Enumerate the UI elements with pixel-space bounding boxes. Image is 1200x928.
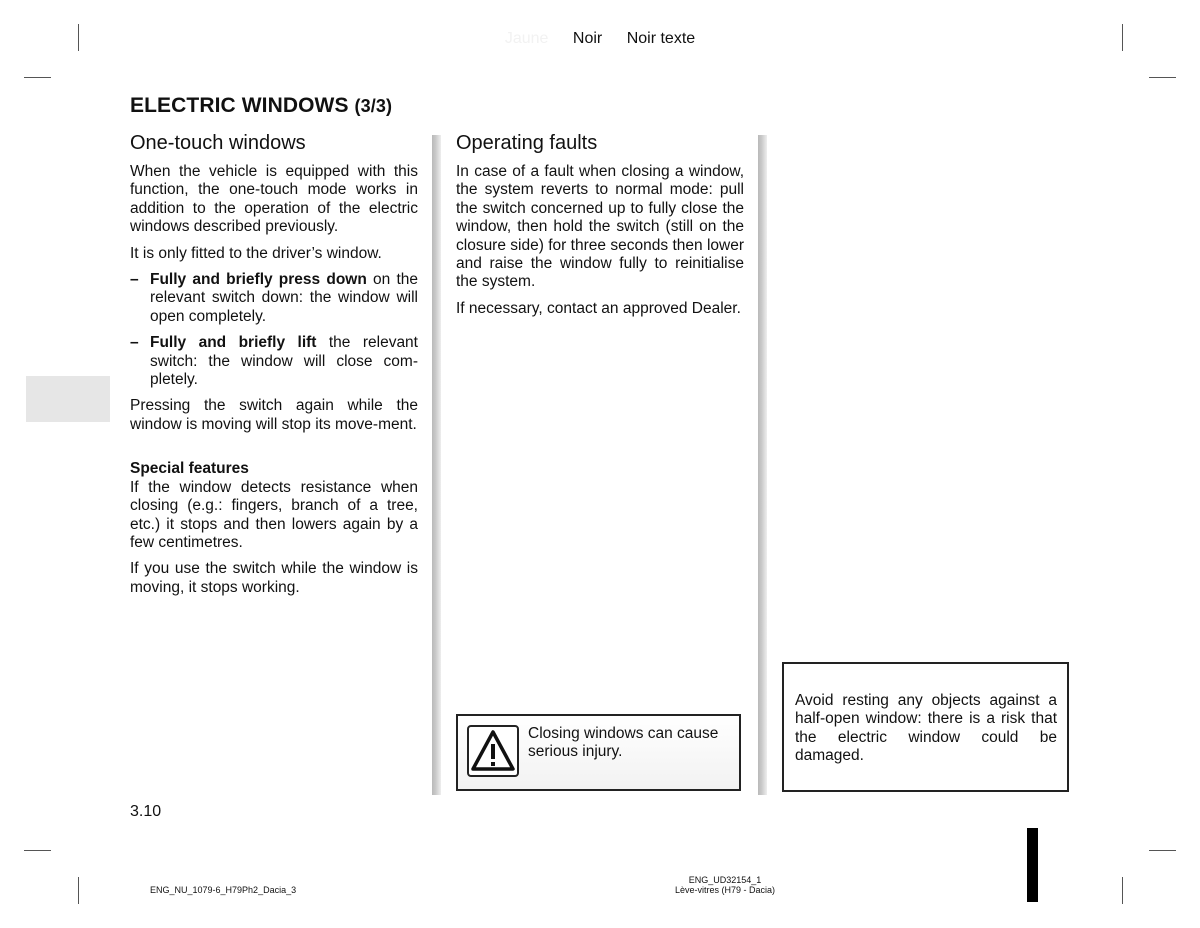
crop-mark <box>1122 877 1123 904</box>
list-item <box>130 334 418 389</box>
color-label-jaune: Jaune <box>504 30 549 47</box>
list-item-bold: Fully and briefly lift <box>150 334 317 352</box>
section-code-line2: Lève-vitres (H79 - Dacia) <box>674 885 776 895</box>
list-item-text <box>150 271 418 326</box>
middle-column <box>456 131 744 326</box>
crop-mark <box>1149 850 1176 851</box>
page-title <box>130 94 392 118</box>
section-heading-operating-faults: Operating faults <box>456 132 598 154</box>
crop-mark <box>24 850 51 851</box>
section-code-line1: ENG_UD32154_1 <box>688 875 762 885</box>
section-code <box>600 875 850 895</box>
paragraph: If you use the switch while the window is moving, it stops working. <box>130 560 418 596</box>
list-item-rest: the relevant switch: the window will close com-pletely. <box>150 334 418 389</box>
column-divider <box>432 135 441 795</box>
color-label-noir-texte: Noir texte <box>626 30 696 47</box>
left-column <box>130 131 418 605</box>
paragraph: If the window detects resistance when closing (e.g.: fingers, branch of a tree, etc.) it stops and then lowers again by a few centimetres. <box>130 478 418 551</box>
list-item <box>130 271 418 326</box>
paragraph: In case of a fault when closing a window, the system reverts to normal mode: pull the switch concerned up to fully close the window, then hold the switch (still on the closure side) for three seconds then lower and raise the window fully to reinitialise the system. <box>456 163 744 291</box>
warning-triangle-icon <box>467 725 519 777</box>
subheading-special-features: Special features <box>130 460 249 478</box>
warning-text: Closing windows can cause serious injury. <box>528 725 719 761</box>
thumb-index-bar <box>1027 828 1038 902</box>
paragraph: Pressing the switch again while the window is moving will stop its move-ment. <box>130 397 418 433</box>
list-dash: – <box>130 334 139 352</box>
crop-mark <box>24 77 51 78</box>
chapter-tab <box>26 376 110 422</box>
print-color-labels <box>0 30 1200 48</box>
color-label-noir: Noir <box>572 30 603 47</box>
note-text: Avoid resting any objects against a half-open window: there is a risk that the electric window could be damaged. <box>795 692 1057 765</box>
crop-mark <box>78 877 79 904</box>
crop-mark <box>1149 77 1176 78</box>
column-divider <box>758 135 767 795</box>
list-item-rest: on the relevant switch down: the window will open completely. <box>150 271 418 325</box>
list-item-bold: Fully and briefly press down <box>150 271 367 289</box>
paragraph: If necessary, contact an approved Dealer. <box>456 299 741 317</box>
section-heading-one-touch: One-touch windows <box>130 132 306 154</box>
paragraph: When the vehicle is equipped with this function, the one-touch mode works in addition to the operation of the electric windows described previously. <box>130 163 418 236</box>
note-box <box>782 662 1069 792</box>
list-item-text <box>150 334 418 389</box>
list-dash: – <box>130 271 139 289</box>
page-number: 3.10 <box>130 803 162 820</box>
page-title-main: ELECTRIC WINDOWS <box>130 94 349 117</box>
document-code: ENG_NU_1079-6_H79Ph2_Dacia_3 <box>150 885 297 895</box>
paragraph: It is only fitted to the driver’s window. <box>130 244 382 262</box>
page-title-suffix: (3/3) <box>354 96 393 116</box>
warning-box <box>456 714 741 791</box>
